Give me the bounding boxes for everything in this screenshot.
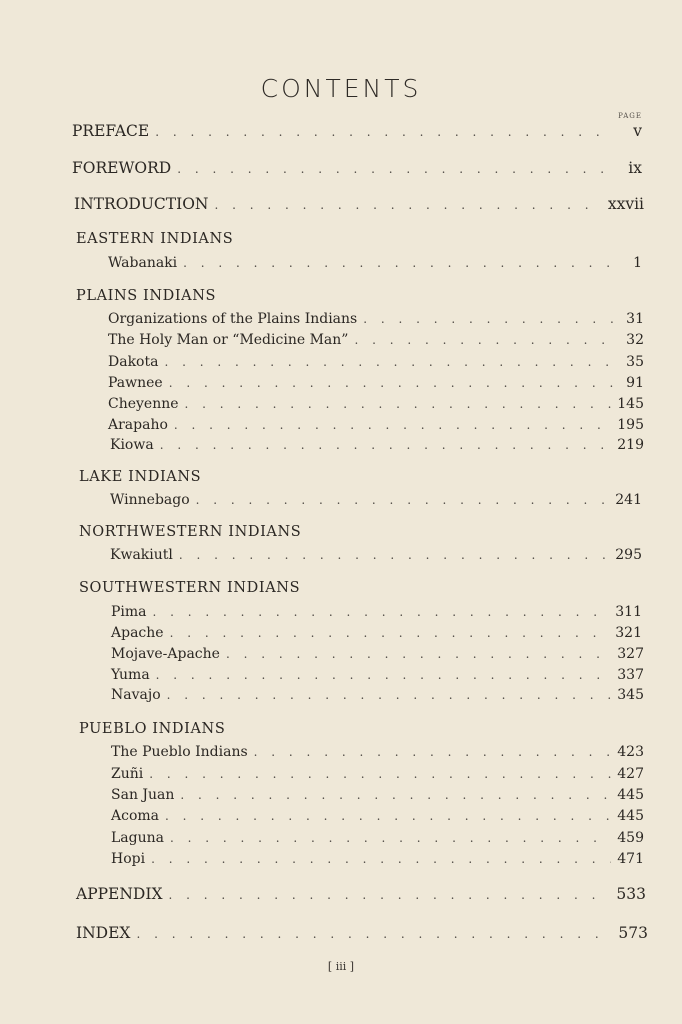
toc-entry-label: PREFACE <box>72 122 150 140</box>
dot-leader <box>164 353 616 371</box>
toc-entry-page: 321 <box>615 625 642 641</box>
toc-entry-page: 573 <box>618 924 648 942</box>
toc-entry-label: Pima <box>111 604 147 620</box>
toc-entry-label: FOREWORD <box>72 159 172 177</box>
toc-entry-page: 241 <box>615 492 642 508</box>
toc-entry-label: INDEX <box>76 924 131 942</box>
toc-entry <box>111 645 644 663</box>
section-heading-pueblo: PUEBLO INDIANS <box>79 721 226 737</box>
toc-entry <box>108 374 644 392</box>
toc-entry <box>111 850 644 868</box>
toc-entry-page: 35 <box>626 354 644 370</box>
toc-entry-page: 91 <box>626 375 644 391</box>
toc-entry <box>111 686 644 704</box>
toc-entry-label: APPENDIX <box>76 885 163 903</box>
toc-entry-label: INTRODUCTION <box>74 195 209 213</box>
dot-leader <box>165 807 611 825</box>
toc-entry-label: Mojave-Apache <box>111 646 220 662</box>
dot-leader <box>174 416 611 434</box>
dot-leader <box>156 666 612 684</box>
dot-leader <box>183 254 614 272</box>
toc-entry-label: San Juan <box>111 787 175 803</box>
toc-entry <box>111 829 644 847</box>
toc-entry-label: Dakota <box>108 354 159 370</box>
toc-entry-page: 471 <box>617 851 644 867</box>
page-number-footer: [ iii ] <box>327 960 355 973</box>
toc-entry-page: 445 <box>617 808 644 824</box>
section-heading-southwestern: SOUTHWESTERN INDIANS <box>79 580 301 596</box>
toc-entry-preface <box>72 122 642 141</box>
dot-leader <box>354 331 616 349</box>
dot-leader <box>196 491 610 509</box>
toc-entry <box>110 546 642 564</box>
toc-entry-page: 533 <box>616 885 646 903</box>
dot-leader <box>136 925 612 943</box>
toc-entry <box>110 436 644 454</box>
toc-entry <box>111 743 644 761</box>
toc-entry-page: 295 <box>615 547 642 563</box>
dot-leader <box>155 123 614 141</box>
toc-entry-label: Winnebago <box>110 492 190 508</box>
page-title: CONTENTS <box>260 74 422 103</box>
dot-leader <box>226 645 611 663</box>
toc-entry <box>111 765 644 783</box>
toc-entry <box>108 310 644 328</box>
toc-entry-label: Kiowa <box>110 437 154 453</box>
toc-entry-page: 427 <box>617 766 644 782</box>
dot-leader <box>167 686 612 704</box>
dot-leader <box>179 546 609 564</box>
toc-entry-page: v <box>633 122 642 140</box>
toc-entry-label: Organizations of the Plains Indians <box>108 311 358 327</box>
page-column-header: PAGE <box>618 112 642 120</box>
toc-entry <box>111 786 644 804</box>
dot-leader <box>160 436 612 454</box>
toc-entry-label: The Pueblo Indians <box>111 744 248 760</box>
toc-entry-page: 445 <box>617 787 644 803</box>
toc-entry <box>108 416 644 434</box>
toc-entry <box>111 807 644 825</box>
dot-leader <box>169 374 616 392</box>
toc-entry-label: Yuma <box>111 667 150 683</box>
toc-entry-label: Wabanaki <box>108 255 178 271</box>
toc-entry-page: 145 <box>617 396 644 412</box>
toc-entry-page: 1 <box>633 255 642 271</box>
toc-entry-page: 219 <box>617 437 644 453</box>
dot-leader <box>363 310 616 328</box>
toc-entry-label: Kwakiutl <box>110 547 173 563</box>
toc-entry-label: Arapaho <box>108 417 168 433</box>
dot-leader <box>170 624 610 642</box>
toc-entry-label: Acoma <box>111 808 160 824</box>
toc-entry-page: 311 <box>615 604 642 620</box>
section-heading-northwestern: NORTHWESTERN INDIANS <box>79 524 302 540</box>
toc-entry-appendix <box>76 885 646 904</box>
toc-entry-page: 32 <box>626 332 644 348</box>
toc-entry <box>108 331 644 349</box>
toc-entry-label: Navajo <box>111 687 161 703</box>
dot-leader <box>214 196 601 214</box>
dot-leader <box>177 160 614 178</box>
toc-entry-page: 423 <box>617 744 644 760</box>
dot-leader <box>254 743 612 761</box>
toc-entry-label: Pawnee <box>108 375 163 391</box>
toc-entry <box>111 624 642 642</box>
toc-entry-label: Hopi <box>111 851 146 867</box>
toc-entry-label: The Holy Man or “Medicine Man” <box>108 332 349 348</box>
toc-entry-page: 345 <box>617 687 644 703</box>
toc-entry-page: ix <box>628 159 642 177</box>
toc-entry-page: 327 <box>617 646 644 662</box>
section-heading-lake: LAKE INDIANS <box>79 469 202 485</box>
dot-leader <box>151 850 611 868</box>
dot-leader <box>180 786 611 804</box>
dot-leader <box>153 603 610 621</box>
toc-entry <box>111 603 642 621</box>
toc-entry <box>108 254 642 272</box>
dot-leader <box>149 765 611 783</box>
toc-entry-index <box>76 924 648 943</box>
section-heading-eastern: EASTERN INDIANS <box>76 231 234 247</box>
toc-entry <box>108 395 644 413</box>
toc-entry-foreword <box>72 159 642 178</box>
dot-leader <box>169 886 611 904</box>
dot-leader <box>170 829 611 847</box>
toc-entry <box>108 353 644 371</box>
toc-entry-label: Apache <box>111 625 164 641</box>
dot-leader <box>185 395 612 413</box>
toc-entry-page: 337 <box>617 667 644 683</box>
toc-entry <box>111 666 644 684</box>
toc-entry-label: Zuñi <box>111 766 144 782</box>
toc-entry-page: 195 <box>617 417 644 433</box>
toc-entry-introduction <box>74 195 644 214</box>
toc-entry-label: Cheyenne <box>108 396 179 412</box>
toc-entry-page: 31 <box>626 311 644 327</box>
toc-entry-page: xxvii <box>607 195 644 213</box>
toc-entry-page: 459 <box>617 830 644 846</box>
section-heading-plains: PLAINS INDIANS <box>76 288 217 304</box>
toc-entry-label: Laguna <box>111 830 164 846</box>
toc-entry <box>110 491 642 509</box>
